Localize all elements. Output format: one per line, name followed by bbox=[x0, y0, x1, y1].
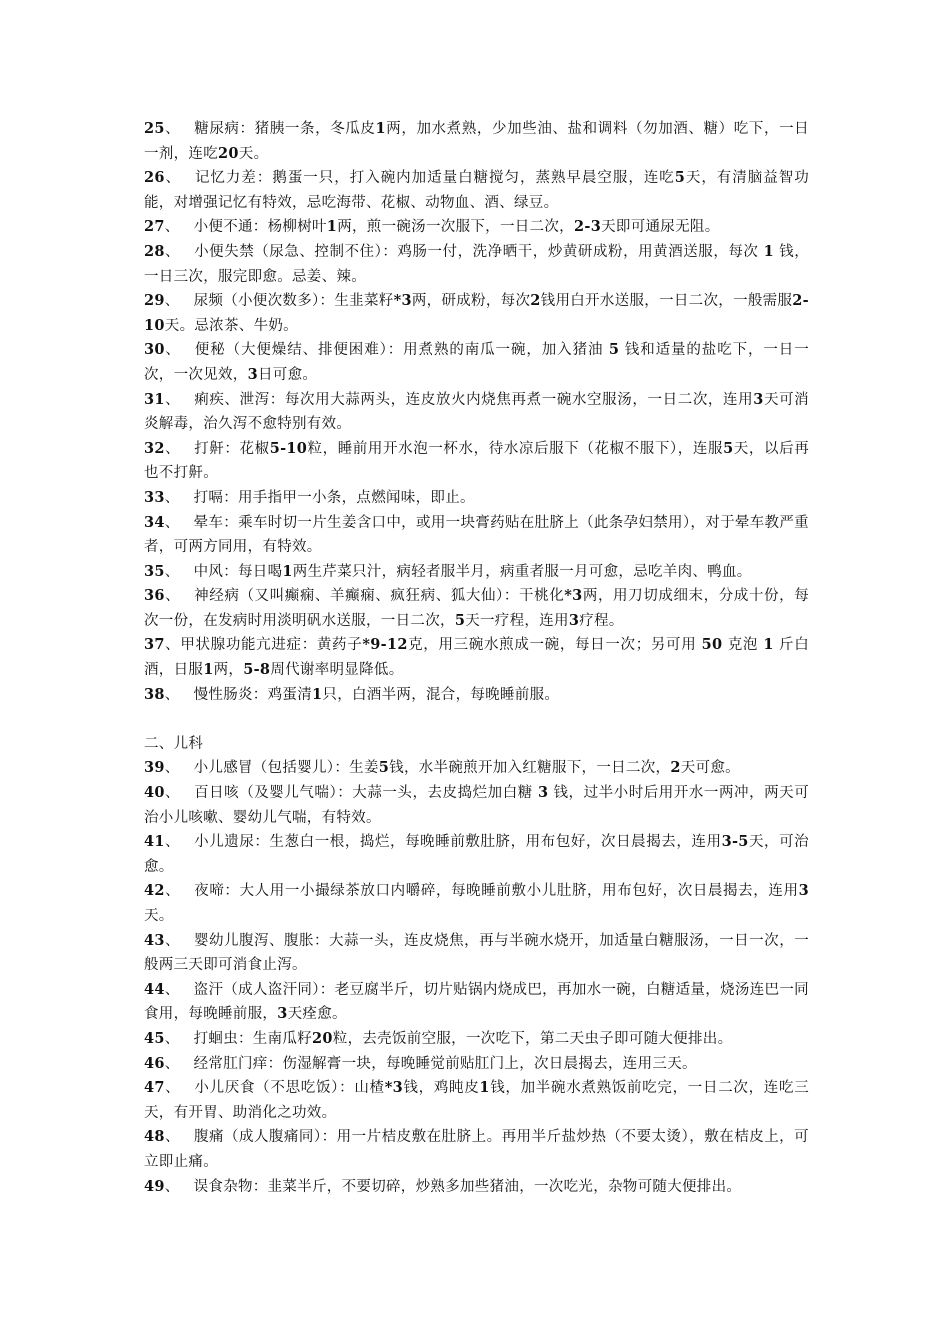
blank-line bbox=[144, 707, 809, 732]
remedy-item bbox=[144, 240, 809, 289]
item-text: 小便不通：杨柳树叶 bbox=[193, 219, 327, 236]
item-text: 盗汗（成人盗汗同）：老豆腐半斤，切片贴锅内烧成巴，再加水一碗，白糖适量，烧汤连巴一同食用，每晚睡前服， bbox=[144, 981, 809, 1023]
item-text: 便秘（大便燥结、排便困难）：用煮熟的南瓜一碗，加入猪油 bbox=[194, 342, 609, 359]
item-bold-value: 5 bbox=[454, 611, 466, 629]
item-bold-value: 1 bbox=[375, 120, 386, 137]
remedy-item bbox=[144, 215, 809, 240]
item-text: 天，以后再也不打鼾。 bbox=[144, 440, 809, 482]
item-bold-value: 5-10 bbox=[269, 439, 308, 457]
item-text: 晕车：乘车时切一片生姜含口中，或用一块膏药贴在肚脐上（此条孕妇禁用），对于晕车教严重者，可两方同用，有特效。 bbox=[144, 514, 809, 556]
item-number: 27 bbox=[144, 218, 165, 236]
item-bold-value: 20 bbox=[312, 1029, 333, 1047]
item-separator: 、 bbox=[164, 563, 180, 580]
item-bold-value: 1 bbox=[203, 661, 214, 679]
item-bold-value: 2-10 bbox=[144, 292, 809, 334]
item-separator: 、 bbox=[164, 293, 180, 310]
item-separator: 、 bbox=[164, 785, 181, 802]
item-bold-value: 5 bbox=[674, 169, 686, 187]
remedy-item bbox=[144, 560, 809, 585]
item-text: 腹痛（成人腹痛同）：用一片桔皮敷在肚脐上。再用半斤盐炒热（不要太烫），敷在桔皮上，可立即止痛。 bbox=[144, 1129, 809, 1170]
item-separator: 、 bbox=[164, 440, 181, 457]
item-separator: 、 bbox=[164, 243, 181, 260]
item-text: 尿频（小便次数多）：生韭菜籽 bbox=[193, 293, 394, 310]
item-bold-value: 5 bbox=[378, 759, 390, 777]
item-text: 糖尿病：猪胰一条，冬瓜皮 bbox=[194, 121, 376, 137]
item-text: 天。 bbox=[144, 908, 174, 924]
item-text: 天即可通尿无阻。 bbox=[601, 219, 720, 236]
item-text: 天。忌浓茶、牛奶。 bbox=[164, 317, 298, 334]
item-bold-value: 3 bbox=[247, 365, 258, 383]
item-text: 只，白酒半两，混合，每晚睡前服。 bbox=[322, 686, 560, 703]
item-text: 钱，过半小时后用开水一两冲，两天可治小儿咳嗽、婴幼儿气喘，有特效。 bbox=[144, 785, 809, 826]
item-text: 天，可治愈。 bbox=[144, 834, 809, 875]
item-text: 斤白酒，日服 bbox=[144, 637, 810, 679]
item-text: 钱，一日三次，服完即愈。忌姜、辣。 bbox=[144, 243, 809, 285]
item-text: 记忆力差：鹅蛋一只，打入碗内加适量白糖搅匀，蒸熟早晨空服，连吃 bbox=[194, 170, 675, 187]
item-separator: 、 bbox=[164, 342, 181, 359]
item-bold-value: 1 bbox=[763, 636, 774, 654]
remedy-item bbox=[144, 978, 809, 1027]
item-bold-value: 20 bbox=[218, 144, 239, 162]
item-text: 钱和适量的盐吃下，一日一次，一次见效， bbox=[144, 342, 809, 383]
item-separator: 、 bbox=[164, 760, 180, 777]
remedy-item bbox=[144, 388, 809, 437]
item-text: 钱，水半碗煎开加入红糖服下，一日二次， bbox=[389, 760, 671, 777]
item-text: 打蛔虫：生南瓜籽 bbox=[193, 1030, 312, 1047]
item-number: 48 bbox=[144, 1128, 165, 1146]
item-separator: 、 bbox=[164, 391, 181, 408]
item-text: 粒，去壳饭前空服，一次吃下，第二天虫子即可随大便排出。 bbox=[332, 1030, 733, 1047]
remedy-item bbox=[144, 511, 809, 560]
item-number: 34 bbox=[144, 513, 165, 531]
item-number: 44 bbox=[144, 980, 165, 998]
item-bold-value: 3 bbox=[568, 611, 580, 629]
remedy-item bbox=[144, 879, 809, 928]
item-separator: 、 bbox=[164, 1080, 181, 1097]
item-text: 钱，加半碗水煮熟饭前吃完，一日二次，连吃三天，有开胃、助消化之功效。 bbox=[144, 1080, 809, 1121]
item-separator: 、 bbox=[164, 686, 180, 703]
item-bold-value: 3 bbox=[753, 390, 764, 408]
item-text: 克泡 bbox=[722, 637, 764, 654]
item-bold-value: 5-8 bbox=[243, 661, 271, 679]
item-text: 小儿遗尿：生葱白一根，捣烂，每晚睡前敷肚脐，用布包好，次日晨揭去，连用 bbox=[194, 834, 722, 851]
item-bold-value: 3 bbox=[798, 882, 809, 900]
item-bold-value: *3 bbox=[393, 292, 412, 310]
remedy-item bbox=[144, 289, 809, 338]
item-text: 日可愈。 bbox=[258, 366, 318, 383]
item-text: 慢性肠炎：鸡蛋清 bbox=[193, 686, 312, 703]
item-separator: 、 bbox=[164, 588, 181, 605]
remedy-item bbox=[144, 1125, 809, 1174]
item-number: 30 bbox=[144, 341, 165, 359]
item-text: 天，有清脑益智功能，对增强记忆有特效，忌吃海带、花椒、动物血、酒、绿豆。 bbox=[144, 170, 809, 211]
item-text: 周代谢率明显降低。 bbox=[270, 662, 404, 679]
remedy-item bbox=[144, 633, 809, 682]
remedy-item bbox=[144, 1027, 809, 1052]
item-text: 误食杂物：韭菜半斤，不要切碎，炒熟多加些猪油，一次吃光，杂物可随大便排出。 bbox=[193, 1178, 742, 1195]
item-number: 33 bbox=[144, 488, 165, 506]
item-text: 小儿厌食（不思吃饭）：山楂 bbox=[194, 1080, 385, 1097]
remedy-item bbox=[144, 338, 809, 387]
remedy-item bbox=[144, 1052, 809, 1077]
item-number: 42 bbox=[144, 882, 165, 900]
item-separator: 、 bbox=[164, 121, 181, 137]
item-bold-value: *3 bbox=[384, 1079, 404, 1097]
item-separator: 、 bbox=[164, 932, 180, 949]
item-text: 百日咳（及婴儿气喘）：大蒜一头，去皮捣烂加白糖 bbox=[194, 785, 538, 802]
item-text: 天可消炎解毒，治久泻不愈特别有效。 bbox=[144, 391, 809, 433]
item-number: 46 bbox=[144, 1054, 165, 1072]
item-number: 26 bbox=[144, 169, 165, 187]
remedy-item bbox=[144, 117, 809, 166]
item-bold-value: 3 bbox=[537, 784, 549, 802]
item-bold-value: 50 bbox=[701, 636, 723, 654]
item-separator: 、 bbox=[164, 883, 181, 900]
remedy-item bbox=[144, 683, 809, 708]
remedy-list-general bbox=[144, 117, 809, 707]
item-text: 婴幼儿腹泻、腹胀：大蒜一头，连皮烧焦，再与半碗水烧开，加适量白糖服汤，一日一次，一般两三天即可消食止泻。 bbox=[144, 932, 809, 974]
item-separator: 、 bbox=[164, 637, 181, 654]
item-text: 痢疾、泄泻：每次用大蒜两头，连皮放火内烧焦再煮一碗水空服汤，一日二次，连用 bbox=[194, 391, 754, 408]
item-number: 38 bbox=[144, 685, 165, 703]
item-number: 28 bbox=[144, 242, 165, 260]
item-text: 经常肛门痒：伤湿解膏一块，每晚睡觉前贴肛门上，次日晨揭去，连用三天。 bbox=[193, 1055, 697, 1072]
item-number: 47 bbox=[144, 1079, 165, 1097]
item-number: 29 bbox=[144, 292, 165, 310]
item-bold-value: 1 bbox=[326, 218, 338, 236]
item-separator: 、 bbox=[164, 1129, 180, 1146]
item-separator: 、 bbox=[164, 170, 181, 187]
item-text: 两， bbox=[213, 662, 244, 679]
item-text: 钱用白开水送服，一日二次，一般需服 bbox=[540, 293, 793, 310]
item-bold-value: *3 bbox=[564, 587, 583, 605]
item-bold-value: 3-5 bbox=[721, 833, 749, 851]
item-separator: 、 bbox=[164, 1178, 180, 1195]
item-text: 小儿感冒（包括婴儿）：生姜 bbox=[193, 760, 379, 777]
item-text: 两生芹菜只汁，病轻者服半月，病重者服一月可愈，忌吃羊肉、鸭血。 bbox=[292, 563, 752, 580]
item-number: 40 bbox=[144, 784, 165, 802]
section-heading-pediatrics: 二、儿科 bbox=[144, 735, 204, 752]
item-text: 钱，鸡盹皮 bbox=[403, 1080, 480, 1097]
item-separator: 、 bbox=[164, 1055, 180, 1072]
item-text: 天。 bbox=[238, 145, 269, 162]
item-number: 32 bbox=[144, 439, 165, 457]
item-text: 两，加水煮熟，少加些油、盐和调料（勿加酒、糖）吃下，一日一剂，连吃 bbox=[144, 121, 809, 162]
item-bold-value: 1 bbox=[479, 1079, 490, 1097]
item-bold-value: 1 bbox=[312, 685, 323, 703]
item-text: 小便失禁（尿急、控制不住）：鸡肠一付，洗净晒干，炒黄研成粉，用黄酒送服，每次 bbox=[194, 243, 764, 260]
item-bold-value: 1 bbox=[763, 242, 774, 260]
remedy-item bbox=[144, 781, 809, 830]
item-number: 41 bbox=[144, 833, 165, 851]
item-separator: 、 bbox=[164, 219, 180, 236]
item-bold-value: 5 bbox=[723, 439, 734, 457]
item-separator: 、 bbox=[164, 834, 181, 851]
item-text: 天痊愈。 bbox=[287, 1006, 347, 1023]
item-text: 打嗝：用手指甲一小条，点燃闻味，即止。 bbox=[193, 489, 475, 506]
item-bold-value: 2 bbox=[530, 292, 541, 310]
item-bold-value: 1 bbox=[282, 562, 293, 580]
remedy-item bbox=[144, 1076, 809, 1125]
item-bold-value: 5 bbox=[608, 341, 620, 359]
item-text: 粒，睡前用开水泡一杯水，待水凉后服下（花椒不服下），连服 bbox=[307, 440, 724, 457]
remedy-item bbox=[144, 830, 809, 879]
remedy-item bbox=[144, 166, 809, 215]
remedy-item bbox=[144, 584, 809, 633]
item-separator: 、 bbox=[164, 489, 180, 506]
item-separator: 、 bbox=[164, 514, 180, 531]
item-text: 夜啼：大人用一小撮绿茶放口内嚼碎，每晚睡前敷小儿肚脐，用布包好，次日晨揭去，连用 bbox=[194, 883, 799, 900]
item-text: 克，用三碗水煎成一碗，每日一次；另可用 bbox=[407, 637, 702, 654]
item-number: 35 bbox=[144, 562, 165, 580]
remedy-item bbox=[144, 486, 809, 511]
item-number: 36 bbox=[144, 587, 165, 605]
item-number: 39 bbox=[144, 759, 165, 777]
item-text: 天一疗程，连用 bbox=[465, 612, 569, 629]
item-text: 两，煎一碗汤一次服下，一日二次， bbox=[337, 219, 574, 236]
item-number: 31 bbox=[144, 390, 165, 408]
remedy-item bbox=[144, 1175, 809, 1200]
item-bold-value: 2 bbox=[670, 759, 681, 777]
item-text: 两，研成粉，每次 bbox=[411, 293, 531, 310]
item-text: 打鼾：花椒 bbox=[194, 440, 270, 457]
item-bold-value: *9-12 bbox=[362, 636, 408, 654]
item-text: 天可愈。 bbox=[680, 760, 740, 777]
item-text: 甲状腺功能亢进症：黄药子 bbox=[180, 637, 363, 654]
item-number: 49 bbox=[144, 1177, 165, 1195]
item-text: 神经病（又叫癫痫、羊癫痫、疯狂病、狐大仙）：干桃化 bbox=[194, 588, 565, 605]
item-number: 25 bbox=[144, 120, 165, 137]
remedy-list-pediatrics bbox=[144, 756, 809, 1199]
item-number: 45 bbox=[144, 1029, 165, 1047]
item-text: 两，用刀切成细末，分成十份，每次一份，在发病时用淡明矾水送服，一日二次， bbox=[144, 588, 809, 629]
item-number: 43 bbox=[144, 931, 165, 949]
item-bold-value: 2-3 bbox=[574, 218, 602, 236]
item-separator: 、 bbox=[164, 981, 180, 998]
remedy-item bbox=[144, 756, 809, 781]
item-number: 37 bbox=[144, 636, 165, 654]
item-text: 疗程。 bbox=[579, 612, 624, 629]
remedy-item bbox=[144, 437, 809, 486]
item-separator: 、 bbox=[164, 1030, 180, 1047]
item-bold-value: 3 bbox=[277, 1005, 288, 1023]
document-page bbox=[144, 117, 809, 1199]
item-text: 中风：每日喝 bbox=[193, 563, 283, 580]
remedy-item bbox=[144, 929, 809, 978]
